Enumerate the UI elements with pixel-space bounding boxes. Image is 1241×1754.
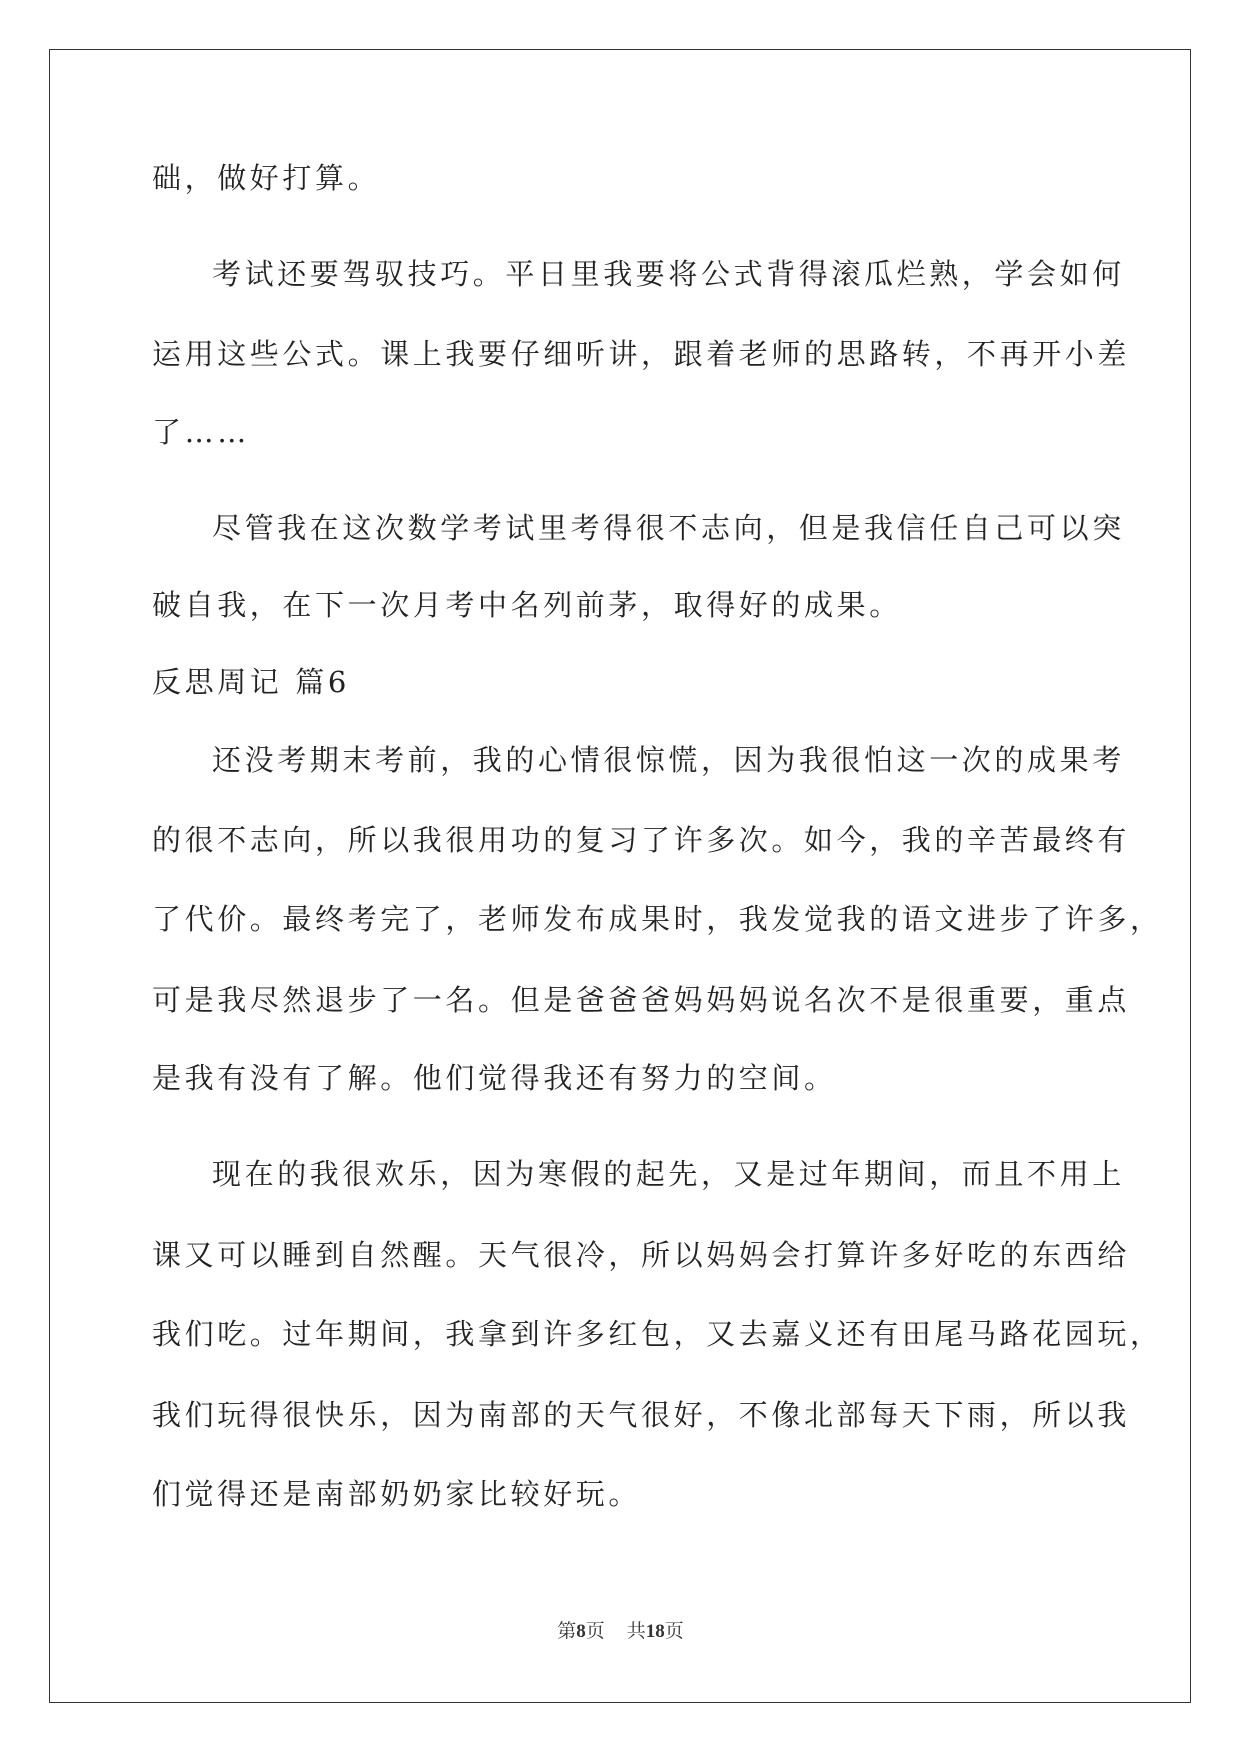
paragraph-line: 是我有没有了解。他们觉得我还有努力的空间。	[152, 1061, 837, 1095]
paragraph-line: 我们吃。过年期间，我拿到许多红包，又去嘉义还有田尾马路花园玩，	[152, 1317, 1163, 1351]
paragraph-line: 可是我尽然退步了一名。但是爸爸爸妈妈妈说名次不是很重要，重点	[152, 983, 1131, 1017]
paragraph-line: 础，做好打算。	[152, 161, 381, 195]
total-label-suffix: 页	[664, 1620, 684, 1642]
page-label-suffix: 页	[585, 1620, 605, 1642]
paragraph-line: 课又可以睡到自然醒。天气很冷，所以妈妈会打算许多好吃的东西给	[152, 1238, 1131, 1272]
page-border	[49, 49, 1191, 1703]
total-pages: 18	[645, 1621, 665, 1642]
paragraph-line: 了代价。最终考完了，老师发布成果时，我发觉我的语文进步了许多，	[152, 902, 1163, 936]
paragraph-line: 考试还要驾驭技巧。平日里我要将公式背得滚瓜烂熟，学会如何	[212, 257, 1125, 291]
total-label-prefix: 共	[626, 1620, 646, 1642]
paragraph-line: 们觉得还是南部奶奶家比较好玩。	[152, 1477, 642, 1511]
paragraph-line: 了……	[152, 415, 250, 449]
paragraph-line: 的很不志向，所以我很用功的复习了许多次。如今，我的辛苦最终有	[152, 823, 1131, 857]
paragraph-line: 现在的我很欢乐，因为寒假的起先，又是过年期间，而且不用上	[212, 1157, 1125, 1191]
page-label-prefix: 第	[557, 1620, 577, 1642]
section-heading: 反思周记 篇6	[152, 665, 350, 699]
page-footer	[0, 1618, 1241, 1645]
paragraph-line: 破自我，在下一次月考中名列前茅，取得好的成果。	[152, 588, 902, 622]
paragraph-line: 我们玩得很快乐，因为南部的天气很好，不像北部每天下雨，所以我	[152, 1398, 1131, 1432]
paragraph-line: 运用这些公式。课上我要仔细听讲，跟着老师的思路转，不再开小差	[152, 337, 1131, 371]
page-number: 8	[576, 1621, 586, 1642]
paragraph-line: 还没考期末考前，我的心情很惊慌，因为我很怕这一次的成果考	[212, 743, 1125, 777]
paragraph-line: 尽管我在这次数学考试里考得很不志向，但是我信任自己可以突	[212, 511, 1125, 545]
